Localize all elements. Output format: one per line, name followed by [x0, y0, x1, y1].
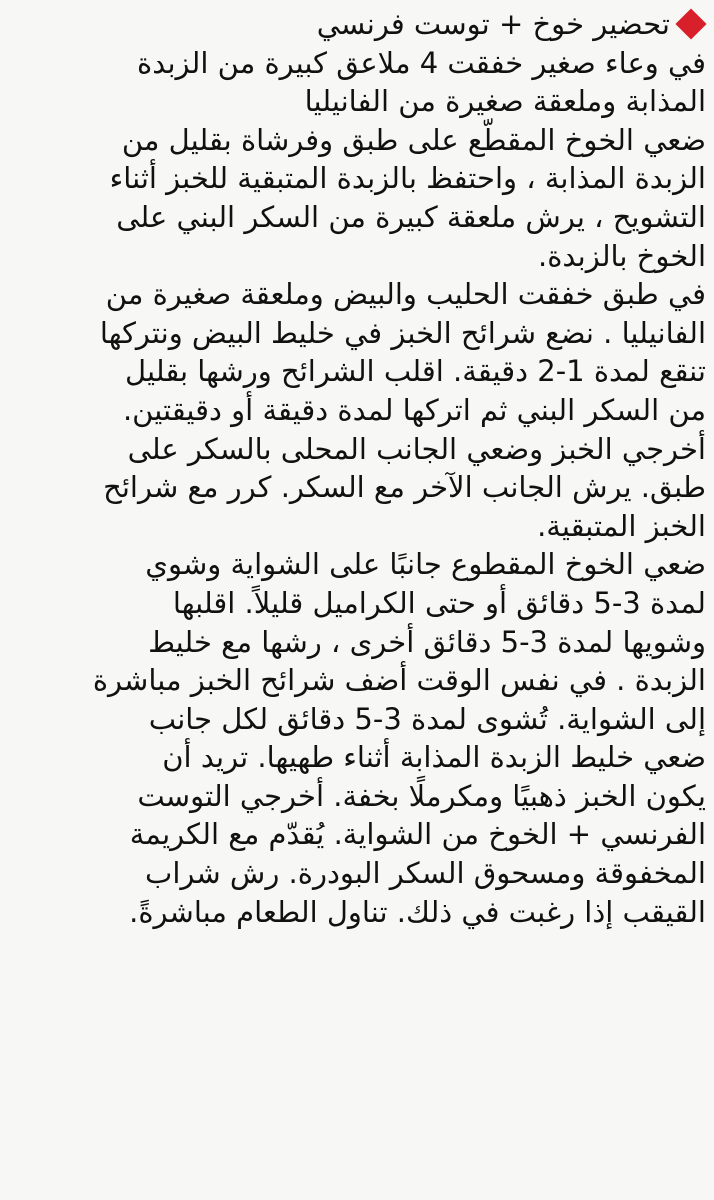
recipe-line: من السكر البني ثم اتركها لمدة دقيقة أو دقيقتين.	[122, 392, 706, 427]
recipe-line: يكون الخبز ذهبيًا ومكرملًا بخفة. أخرجي التوست	[137, 778, 706, 813]
recipe-line: ضعي الخوخ المقطّع على طبق وفرشاة بقليل من	[121, 122, 706, 157]
recipe-line: في طبق خفقت الحليب والبيض وملعقة صغيرة من	[105, 277, 706, 312]
red-diamond-icon	[675, 8, 706, 39]
recipe-line: في وعاء صغير خفقت 4 ملاعق كبيرة من الزبدة	[137, 45, 706, 80]
recipe-line: الخبز المتبقية.	[537, 508, 706, 543]
recipe-line: الفرنسي + الخوخ من الشواية. يُقدّم مع الكريمة	[129, 817, 706, 852]
recipe-line: الخوخ بالزبدة.	[538, 238, 706, 273]
recipe-line: المذابة وملعقة صغيرة من الفانيليا	[304, 84, 706, 119]
recipe-line: تنقع لمدة 1-2 دقيقة. اقلب الشرائح ورشها بقليل	[125, 354, 706, 389]
recipe-line: التشويح ، يرش ملعقة كبيرة من السكر البني على	[116, 199, 706, 234]
recipe-line: أخرجي الخبز وضعي الجانب المحلى بالسكر على	[127, 431, 706, 466]
recipe-line: وشويها لمدة 3-5 دقائق أخرى ، رشها مع خليط	[148, 624, 706, 659]
recipe-line: طبق. يرش الجانب الآخر مع السكر. كرر مع شرائح	[103, 470, 706, 505]
recipe-line: القيقب إذا رغبت في ذلك. تناول الطعام مباشرةً.	[129, 894, 706, 929]
recipe-line: ضعي خليط الزبدة المذابة أثناء طهيها. تريد أن	[162, 740, 706, 775]
recipe-line: الفانيليا . نضع شرائح الخبز في خليط البيض ونتركها	[99, 315, 706, 350]
recipe-line: المخفوقة ومسحوق السكر البودرة. رش شراب	[145, 856, 706, 891]
recipe-line: لمدة 3-5 دقائق أو حتى الكراميل قليلاً. اقلبها	[172, 585, 706, 620]
recipe-line: ضعي الخوخ المقطوع جانبًا على الشواية وشوي	[145, 547, 706, 582]
recipe-title: تحضير خوخ + توست فرنسي	[316, 7, 670, 41]
recipe-title-line	[16, 5, 706, 44]
recipe-line: الزبدة . في نفس الوقت أضف شرائح الخبز مباشرة	[92, 663, 706, 698]
recipe-line: الزبدة المذابة ، واحتفظ بالزبدة المتبقية للخبز أثناء	[109, 161, 706, 196]
recipe-line: إلى الشواية. تُشوى لمدة 3-5 دقائق لكل جانب	[148, 701, 706, 736]
